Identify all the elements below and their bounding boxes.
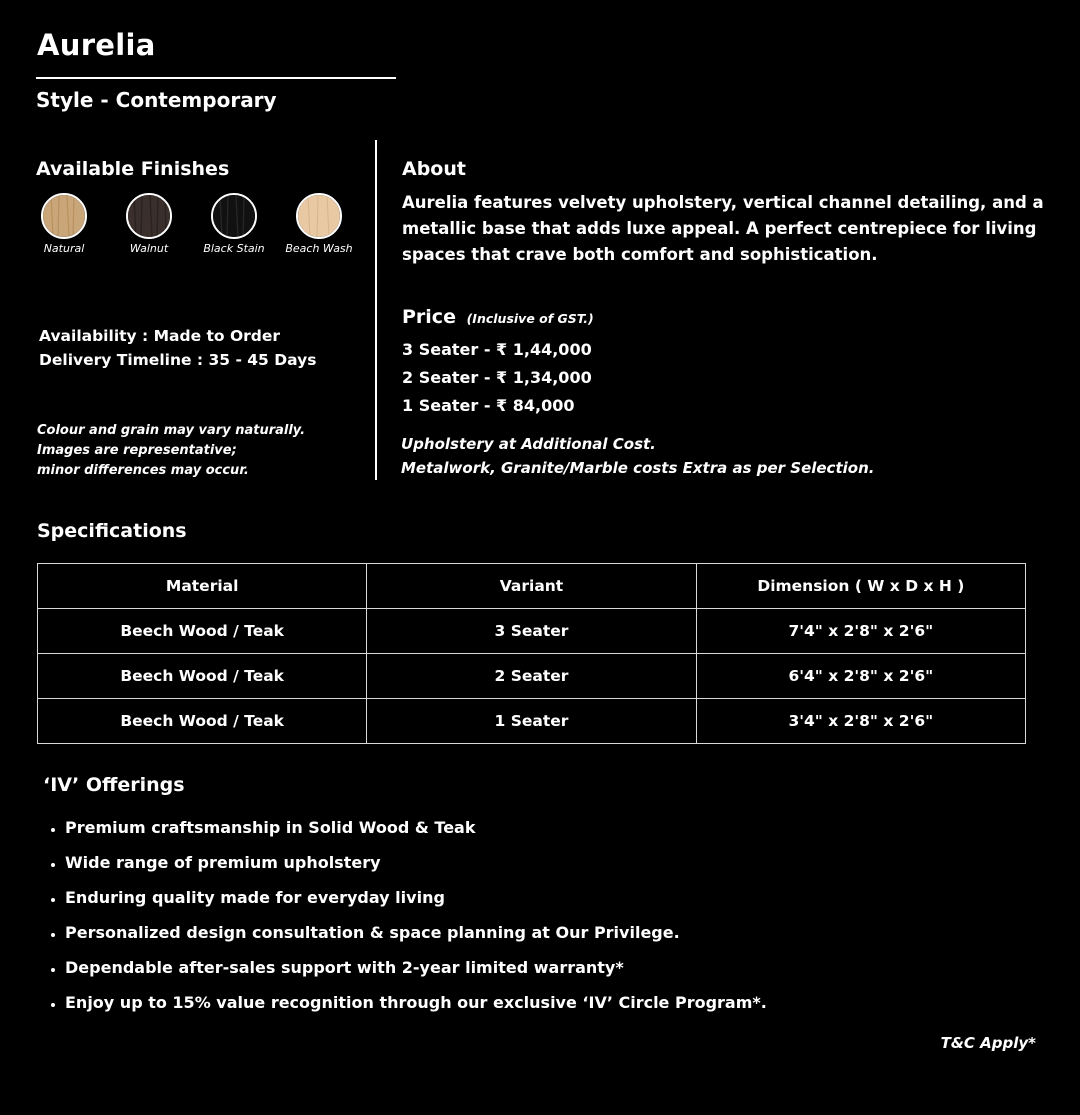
list-item: • Premium craftsmanship in Solid Wood & Teak [65,810,1065,845]
about-heading: About [402,158,466,180]
price-list [402,336,592,420]
disclaimer-block [37,421,305,481]
column-header-variant: Variant [367,564,696,609]
material-cell: Beech Wood / Teak [38,654,367,699]
price-item: 2 Seater - ₹ 1,34,000 [402,368,592,387]
table-row [38,654,1026,699]
variant-cell: 1 Seater [367,699,696,744]
variant-cell: 2 Seater [367,654,696,699]
additional-costs [401,432,874,480]
finish-label: Natural [43,242,85,255]
upholstery-cost-note: Upholstery at Additional Cost. [401,435,656,453]
finish-label: Beach Wash [285,242,353,255]
finish-label: Black Stain [203,242,265,255]
price-heading [402,306,594,328]
disclaimer-line: minor differences may occur. [37,463,249,478]
finish-beach-wash[interactable] [277,193,361,255]
disclaimer-line: Images are representative; [37,443,237,458]
product-title: Aurelia [37,28,156,62]
availability-text: Availability : Made to Order [39,327,281,345]
title-divider [36,77,396,79]
natural-swatch-icon [41,193,87,239]
table-header-row [38,564,1026,609]
vertical-divider [375,140,377,480]
column-header-material: Material [38,564,367,609]
list-item: • Enjoy up to 15% value recognition through our exclusive ‘IV’ Circle Program*. [65,985,1065,1020]
table-row [38,609,1026,654]
price-item: 3 Seater - ₹ 1,44,000 [402,340,592,359]
terms-apply-note: T&C Apply* [940,1034,1036,1052]
dimension-cell: 6'4" x 2'8" x 2'6" [696,654,1025,699]
disclaimer-line: Colour and grain may vary naturally. [37,423,306,438]
dimension-cell: 3'4" x 2'8" x 2'6" [696,699,1025,744]
finish-black-stain[interactable] [192,193,276,255]
column-header-dimension: Dimension ( W x D x H ) [696,564,1025,609]
list-item: • Enduring quality made for everyday living [65,880,1065,915]
specifications-heading: Specifications [37,520,187,542]
beach-wash-swatch-icon [296,193,342,239]
material-cell: Beech Wood / Teak [38,609,367,654]
table-row [38,699,1026,744]
offerings-heading: ‘IV’ Offerings [43,774,185,796]
metalwork-cost-note: Metalwork, Granite/Marble costs Extra as per Selection. [401,459,875,477]
variant-cell: 3 Seater [367,609,696,654]
finish-walnut[interactable] [107,193,191,255]
finish-label: Walnut [129,242,169,255]
price-note: (Inclusive of GST.) [466,311,594,326]
dimension-cell: 7'4" x 2'8" x 2'6" [696,609,1025,654]
delivery-timeline-text: Delivery Timeline : 35 - 45 Days [39,351,317,369]
finishes-heading: Available Finishes [36,158,230,180]
list-item: • Dependable after-sales support with 2-year limited warranty* [65,950,1065,985]
list-item: • Wide range of premium upholstery [65,845,1065,880]
walnut-swatch-icon [126,193,172,239]
black-stain-swatch-icon [211,193,257,239]
finish-natural[interactable] [22,193,106,255]
price-title: Price [402,306,456,328]
about-description: Aurelia features velvety upholstery, vertical channel detailing, and a metallic base that adds luxe appeal. A perfect centrepiece for living spaces that crave both comfort and sophistication. [402,193,1044,264]
offerings-list [30,810,1065,1020]
price-item: 1 Seater - ₹ 84,000 [402,396,575,415]
material-cell: Beech Wood / Teak [38,699,367,744]
specifications-table [37,563,1026,744]
product-style: Style - Contemporary [36,88,277,112]
availability-block [39,324,316,372]
list-item: • Personalized design consultation & space planning at Our Privilege. [65,915,1065,950]
